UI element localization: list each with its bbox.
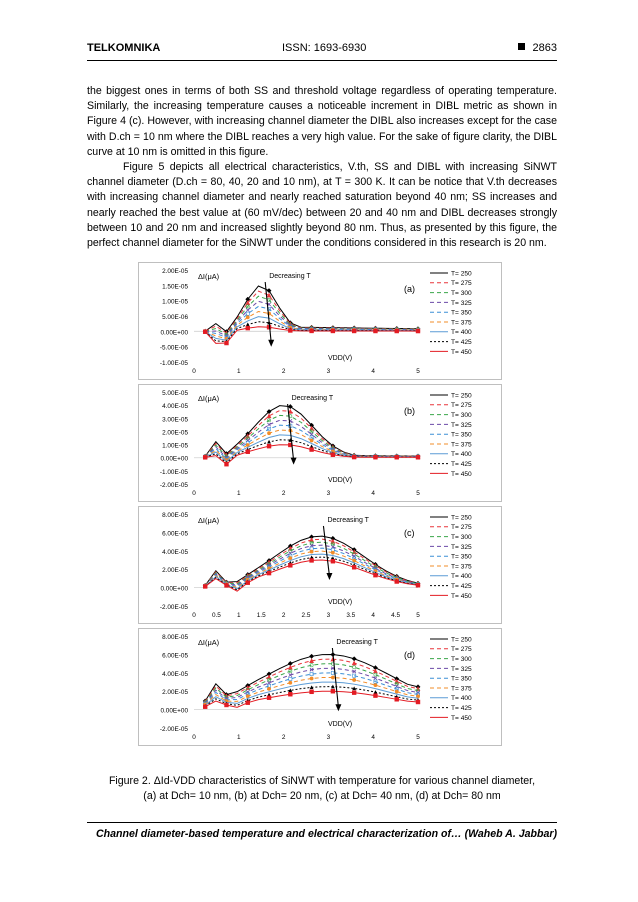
data-point xyxy=(225,583,229,587)
y-tick-label: 1.50E-05 xyxy=(162,283,188,291)
y-tick-label: 4.00E-05 xyxy=(162,670,188,678)
data-point xyxy=(395,580,399,584)
page-footer: Channel diameter-based temperature and electrical characterization of… (Waheb A. Jabbar) xyxy=(96,828,557,840)
legend-label: T= 250 xyxy=(451,392,472,400)
y-tick-label: 2.00E-05 xyxy=(162,429,188,437)
legend-label: T= 425 xyxy=(451,705,472,712)
legend-label: T= 325 xyxy=(451,543,472,551)
data-point xyxy=(331,329,335,333)
y-tick-label: 2.00E-05 xyxy=(162,689,188,697)
data-point xyxy=(416,695,419,698)
data-point xyxy=(267,571,271,575)
chart-d-svg xyxy=(138,628,502,746)
data-point xyxy=(225,341,229,345)
caption-line-1: Figure 2. ΔId-VDD characteristics of SiNWT with temperature for various channel diameter, xyxy=(108,775,536,787)
legend-label: T= 425 xyxy=(451,583,472,590)
y-tick-label: 6.00E-05 xyxy=(162,652,188,660)
data-point xyxy=(203,330,207,334)
legend-label: T= 250 xyxy=(451,636,472,644)
data-point xyxy=(267,687,270,690)
data-point xyxy=(203,455,207,459)
legend-label: T= 350 xyxy=(451,553,472,561)
legend-label: T= 325 xyxy=(451,421,472,429)
body-text xyxy=(87,84,557,251)
legend-label: T= 350 xyxy=(451,309,472,317)
x-axis-label: VDD(V) xyxy=(328,477,353,484)
legend-label: T= 400 xyxy=(451,329,472,337)
legend-label: T= 250 xyxy=(451,514,472,522)
legend-label: T= 300 xyxy=(451,534,472,541)
x-tick-label: 3 xyxy=(326,734,331,741)
legend-label: T= 400 xyxy=(451,695,472,703)
data-point xyxy=(310,439,313,442)
y-tick-label: 4.00E-05 xyxy=(162,403,188,411)
x-tick-label: 2 xyxy=(281,368,286,375)
caption-line-2: (a) at Dch= 10 nm, (b) at Dch= 20 nm, (c) at Dch= 40 nm, (d) at Dch= 80 nm xyxy=(143,790,501,802)
legend-label: T= 450 xyxy=(451,348,472,356)
chart-c xyxy=(138,506,502,624)
y-tick-label: 1.00E-05 xyxy=(162,298,188,306)
data-point xyxy=(352,565,356,569)
data-point xyxy=(416,583,420,587)
x-tick-label: 1 xyxy=(237,734,241,741)
data-point xyxy=(374,684,377,687)
y-tick-label: 0.00E+00 xyxy=(160,585,188,593)
data-point xyxy=(246,443,249,446)
data-point xyxy=(374,455,378,459)
page-number: 2863 xyxy=(532,42,557,54)
journal-name: TELKOMNIKA xyxy=(87,42,161,54)
x-axis-label: VDD(V) xyxy=(328,721,353,728)
data-point xyxy=(374,329,378,333)
panel-label: (a) xyxy=(404,284,415,294)
paragraph-2: Figure 5 depicts all electrical characteristics, V.th, SS and DIBL with increasing SiNWT channel diameter (D.ch = 80, 40, 20 and 10 nm), at T = 300 K. It can be notice that V.th decreases with increasing channel diameter and nearly reached saturation beyond 40 nm; SS increases and nearly reached the best value at (60 mV/dec) between 20 and 40 nm and DIBL decreases strongly between 10 and 20 nm and increased slightly beyond 80 nm. Thus, as presented by this figure, the perfect channel diameter for the SiNWT under the conditions considered in this research is 20 nm. xyxy=(87,161,557,250)
data-point xyxy=(352,455,356,459)
figure-caption xyxy=(87,774,557,804)
legend-label: T= 425 xyxy=(451,339,472,346)
data-point xyxy=(203,705,207,709)
x-tick-label: 1 xyxy=(237,490,241,497)
data-point xyxy=(246,701,250,705)
y-tick-label: 4.00E-05 xyxy=(162,548,188,556)
page-number-wrap xyxy=(518,42,557,54)
legend-label: T= 300 xyxy=(451,290,472,297)
x-tick-label: 0 xyxy=(192,612,196,619)
y-tick-label: -2.00E-05 xyxy=(159,482,188,489)
legend-label: T= 250 xyxy=(451,270,472,278)
chart-c-svg xyxy=(138,506,502,624)
panel-label: (c) xyxy=(404,528,415,538)
chart-frame xyxy=(139,507,502,624)
data-point xyxy=(310,677,313,680)
data-point xyxy=(225,703,229,707)
legend-label: T= 325 xyxy=(451,665,472,673)
x-tick-label: 1 xyxy=(237,612,241,619)
annotation-label: Decreasing T xyxy=(291,395,334,402)
data-point xyxy=(331,689,335,693)
data-point xyxy=(310,550,313,553)
data-point xyxy=(310,690,314,694)
page-header xyxy=(87,42,557,58)
footer-rule xyxy=(87,822,557,823)
x-tick-label: 5 xyxy=(416,734,420,741)
data-point xyxy=(416,455,420,459)
legend-label: T= 275 xyxy=(451,646,472,654)
data-point xyxy=(267,432,270,435)
y-tick-label: 0.00E+00 xyxy=(160,329,188,337)
data-point xyxy=(288,563,292,567)
x-tick-label: 3.5 xyxy=(346,612,356,619)
chart-b xyxy=(138,384,502,502)
y-tick-label: 8.00E-05 xyxy=(162,512,188,519)
legend-label: T= 325 xyxy=(451,299,472,307)
data-point xyxy=(246,695,249,698)
y-tick-label: 8.00E-05 xyxy=(162,634,188,641)
legend-label: T= 450 xyxy=(451,592,472,600)
x-tick-label: 0 xyxy=(192,368,196,375)
x-tick-label: 4.5 xyxy=(391,612,401,619)
y-tick-label: 3.00E-05 xyxy=(162,416,188,424)
data-point xyxy=(331,551,334,554)
y-tick-label: -2.00E-05 xyxy=(159,604,188,611)
data-point xyxy=(246,316,249,319)
y-tick-label: 0.00E+00 xyxy=(160,707,188,715)
data-point xyxy=(416,329,420,333)
data-point xyxy=(246,450,250,454)
data-point xyxy=(289,681,292,684)
y-tick-label: 6.00E-05 xyxy=(162,530,188,538)
y-tick-label: -5.00E-06 xyxy=(159,344,188,352)
data-point xyxy=(374,573,378,577)
data-point xyxy=(395,329,399,333)
y-tick-label: 5.00E-06 xyxy=(162,314,188,321)
panel-label: (b) xyxy=(404,406,415,416)
x-axis-label: VDD(V) xyxy=(328,355,353,362)
y-tick-label: 2.00E-05 xyxy=(162,567,188,575)
x-tick-label: 4 xyxy=(371,368,375,375)
y-tick-label: -1.00E-05 xyxy=(159,360,188,367)
data-point xyxy=(352,329,356,333)
data-point xyxy=(225,462,229,466)
data-point xyxy=(331,453,335,457)
legend-label: T= 375 xyxy=(451,685,472,693)
x-tick-label: 2.5 xyxy=(301,612,311,619)
chart-a-svg xyxy=(138,262,502,380)
data-point xyxy=(353,678,356,681)
data-point xyxy=(331,559,335,563)
chart-d xyxy=(138,628,502,746)
y-tick-label: 5.00E-05 xyxy=(162,390,188,397)
annotation-label: Decreasing T xyxy=(269,273,311,280)
y-axis-label: ΔI(μA) xyxy=(198,516,220,525)
chart-frame xyxy=(139,263,502,380)
panel-label: (d) xyxy=(404,650,415,660)
annotation-label: Decreasing T xyxy=(336,639,378,646)
y-tick-label: 1.00E-05 xyxy=(162,442,188,450)
x-tick-label: 1.5 xyxy=(256,612,266,619)
legend-label: T= 375 xyxy=(451,441,472,449)
data-point xyxy=(310,329,314,333)
data-point xyxy=(288,692,292,696)
data-point xyxy=(310,448,314,452)
data-point xyxy=(395,455,399,459)
legend-label: T= 400 xyxy=(451,573,472,581)
x-tick-label: 5 xyxy=(416,490,420,497)
chart-a xyxy=(138,262,502,380)
legend-label: T= 375 xyxy=(451,319,472,327)
legend-label: T= 300 xyxy=(451,656,472,663)
square-bullet-icon xyxy=(518,43,525,50)
y-axis-label: ΔI(μA) xyxy=(198,394,220,403)
x-tick-label: 3 xyxy=(326,490,331,497)
header-rule xyxy=(87,60,557,61)
issn: ISSN: 1693-6930 xyxy=(282,42,367,54)
y-tick-label: 2.00E-05 xyxy=(162,268,188,275)
x-tick-label: 4 xyxy=(371,612,375,619)
data-point xyxy=(395,697,399,701)
x-tick-label: 2 xyxy=(281,612,286,619)
data-point xyxy=(246,581,250,585)
legend-label: T= 275 xyxy=(451,524,472,532)
y-axis-label: ΔI(μA) xyxy=(198,272,220,281)
x-tick-label: 4 xyxy=(371,490,375,497)
x-tick-label: 0 xyxy=(192,490,196,497)
data-point xyxy=(353,559,356,562)
legend-label: T= 275 xyxy=(451,280,472,288)
data-point xyxy=(246,326,250,330)
data-point xyxy=(288,329,292,333)
data-point xyxy=(374,694,378,698)
legend-label: T= 300 xyxy=(451,412,472,419)
data-point xyxy=(331,676,334,679)
x-tick-label: 0.5 xyxy=(211,612,221,619)
data-point xyxy=(267,696,271,700)
legend-label: T= 450 xyxy=(451,470,472,478)
x-tick-label: 2 xyxy=(281,490,286,497)
legend-label: T= 450 xyxy=(451,714,472,722)
legend-label: T= 350 xyxy=(451,675,472,683)
data-point xyxy=(416,700,420,704)
paragraph-1: the biggest ones in terms of both SS and threshold voltage regardless of operating temperature. Similarly, the increasing temperature causes a noticeable increment in DIBL metric as shown in Figure 4 (c). However, with increasing channel diameter the DIBL also increases except for the case with D.ch = 10 nm where the DIBL reaches a very high value. For the sake of figure clarity, the DIBL curve at 10 nm is omitted in this figure. xyxy=(87,85,557,158)
y-axis-label: ΔI(μA) xyxy=(198,638,220,647)
legend-label: T= 375 xyxy=(451,563,472,571)
y-tick-label: 0.00E+00 xyxy=(160,455,188,463)
x-tick-label: 3 xyxy=(326,368,331,375)
x-tick-label: 0 xyxy=(192,734,196,741)
data-point xyxy=(395,690,398,693)
y-tick-label: -2.00E-05 xyxy=(159,726,188,733)
legend-label: T= 275 xyxy=(451,402,472,410)
legend-label: T= 425 xyxy=(451,461,472,468)
data-point xyxy=(289,557,292,560)
x-tick-label: 3 xyxy=(326,612,331,619)
x-tick-label: 2 xyxy=(281,734,286,741)
legend-label: T= 400 xyxy=(451,451,472,459)
y-tick-label: -1.00E-05 xyxy=(159,468,188,476)
data-point xyxy=(310,559,314,563)
x-tick-label: 5 xyxy=(416,368,420,375)
chart-b-svg xyxy=(138,384,502,502)
x-axis-label: VDD(V) xyxy=(328,599,353,606)
x-tick-label: 5 xyxy=(416,612,420,619)
data-point xyxy=(203,585,207,589)
data-point xyxy=(267,444,271,448)
legend-label: T= 350 xyxy=(451,431,472,439)
data-point xyxy=(352,691,356,695)
x-tick-label: 4 xyxy=(371,734,375,741)
x-tick-label: 1 xyxy=(237,368,241,375)
annotation-label: Decreasing T xyxy=(327,517,369,524)
